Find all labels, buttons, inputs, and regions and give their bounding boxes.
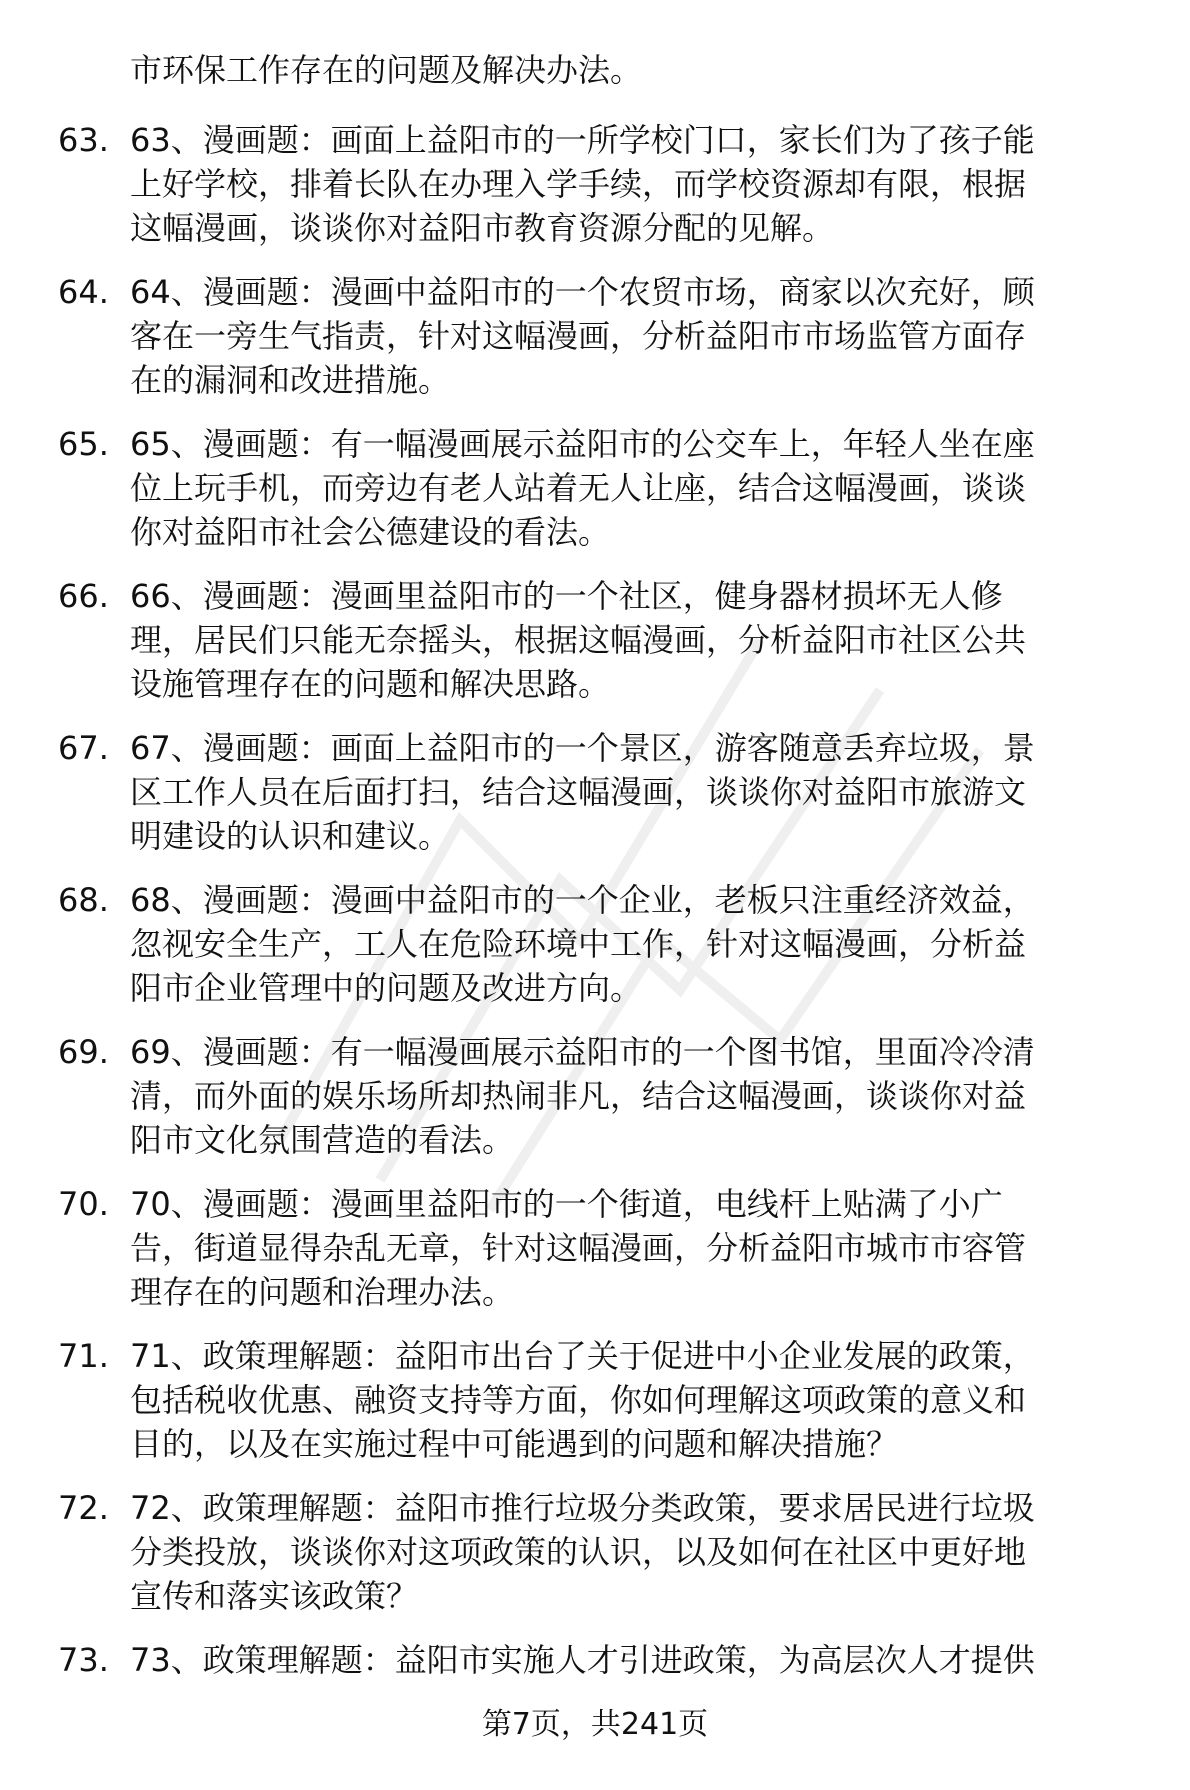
question-list bbox=[0, 118, 1190, 1790]
question-line: 位上玩手机，而旁边有老人站着无人让座，结合这幅漫画，谈谈 bbox=[130, 469, 1027, 507]
question-line: 上好学校，排着长队在办理入学手续，而学校资源却有限，根据 bbox=[130, 165, 1027, 203]
question-number: 72. bbox=[58, 1489, 109, 1527]
question-line: 68、漫画题：漫画中益阳市的一个企业，老板只注重经济效益， bbox=[130, 881, 1035, 919]
question-line: 客在一旁生气指责，针对这幅漫画，分析益阳市市场监管方面存 bbox=[130, 317, 1027, 355]
question-number: 70. bbox=[58, 1185, 109, 1223]
question-line: 区工作人员在后面打扫，结合这幅漫画，谈谈你对益阳市旅游文 bbox=[130, 773, 1027, 811]
question-number: 68. bbox=[58, 881, 109, 919]
question-line: 理存在的问题和治理办法。 bbox=[130, 1273, 515, 1311]
question-line: 清，而外面的娱乐场所却热闹非凡，结合这幅漫画，谈谈你对益 bbox=[130, 1077, 1027, 1115]
question-line: 63、漫画题：画面上益阳市的一所学校门口，家长们为了孩子能 bbox=[130, 121, 1035, 159]
question-line: 目的，以及在实施过程中可能遇到的问题和解决措施？ bbox=[130, 1425, 899, 1463]
question-text bbox=[130, 726, 1150, 858]
question-line: 理，居民们只能无奈摇头，根据这幅漫画，分析益阳市社区公共 bbox=[130, 621, 1027, 659]
question-line: 这幅漫画，谈谈你对益阳市教育资源分配的见解。 bbox=[130, 209, 835, 247]
question-line: 72、政策理解题：益阳市推行垃圾分类政策，要求居民进行垃圾 bbox=[130, 1489, 1035, 1527]
question-number: 71. bbox=[58, 1337, 109, 1375]
continuation-line: 市环保工作存在的问题及解决办法。 bbox=[130, 51, 643, 89]
question-number: 66. bbox=[58, 577, 109, 615]
question-line: 告，街道显得杂乱无章，针对这幅漫画，分析益阳市城市市容管 bbox=[130, 1229, 1027, 1267]
question-line: 阳市企业管理中的问题及改进方向。 bbox=[130, 969, 643, 1007]
question-line: 66、漫画题：漫画里益阳市的一个社区，健身器材损坏无人修 bbox=[130, 577, 1003, 615]
question-text bbox=[130, 1334, 1150, 1466]
question-text bbox=[130, 422, 1150, 554]
question-line: 64、漫画题：漫画中益阳市的一个农贸市场，商家以次充好，顾 bbox=[130, 273, 1035, 311]
question-number: 63. bbox=[58, 121, 109, 159]
question-line: 明建设的认识和建议。 bbox=[130, 817, 451, 855]
question-line: 你对益阳市社会公德建设的看法。 bbox=[130, 513, 611, 551]
question-text bbox=[130, 118, 1150, 250]
question-text bbox=[130, 1638, 1150, 1682]
question-line: 70、漫画题：漫画里益阳市的一个街道，电线杆上贴满了小广 bbox=[130, 1185, 1003, 1223]
question-number: 65. bbox=[58, 425, 109, 463]
question-line: 67、漫画题：画面上益阳市的一个景区，游客随意丢弃垃圾，景 bbox=[130, 729, 1035, 767]
question-line: 在的漏洞和改进措施。 bbox=[130, 361, 451, 399]
question-line: 宣传和落实该政策？ bbox=[130, 1577, 419, 1615]
question-item bbox=[0, 1486, 1190, 1638]
question-item bbox=[0, 1182, 1190, 1334]
question-number: 64. bbox=[58, 273, 109, 311]
question-line: 65、漫画题：有一幅漫画展示益阳市的公交车上，年轻人坐在座 bbox=[130, 425, 1035, 463]
question-item bbox=[0, 118, 1190, 270]
question-line: 71、政策理解题：益阳市出台了关于促进中小企业发展的政策， bbox=[130, 1337, 1035, 1375]
question-item bbox=[0, 1334, 1190, 1486]
question-text bbox=[130, 878, 1150, 1010]
question-text bbox=[130, 1030, 1150, 1162]
question-text bbox=[130, 1486, 1150, 1618]
question-line: 73、政策理解题：益阳市实施人才引进政策，为高层次人才提供 bbox=[130, 1641, 1035, 1679]
question-number: 69. bbox=[58, 1033, 109, 1071]
question-number: 67. bbox=[58, 729, 109, 767]
page-footer: 第7页，共241页 bbox=[481, 1707, 709, 1742]
question-item bbox=[0, 878, 1190, 1030]
question-item bbox=[0, 1030, 1190, 1182]
question-text bbox=[130, 1182, 1150, 1314]
question-text bbox=[130, 270, 1150, 402]
question-line: 包括税收优惠、融资支持等方面，你如何理解这项政策的意义和 bbox=[130, 1381, 1027, 1419]
question-number: 73. bbox=[58, 1641, 109, 1679]
question-item bbox=[0, 574, 1190, 726]
question-line: 设施管理存在的问题和解决思路。 bbox=[130, 665, 611, 703]
question-item bbox=[0, 726, 1190, 878]
question-line: 69、漫画题：有一幅漫画展示益阳市的一个图书馆，里面冷冷清 bbox=[130, 1033, 1035, 1071]
question-text bbox=[130, 574, 1150, 706]
question-line: 分类投放，谈谈你对这项政策的认识，以及如何在社区中更好地 bbox=[130, 1533, 1027, 1571]
question-line: 忽视安全生产，工人在危险环境中工作，针对这幅漫画，分析益 bbox=[130, 925, 1027, 963]
question-item bbox=[0, 422, 1190, 574]
question-line: 阳市文化氛围营造的看法。 bbox=[130, 1121, 515, 1159]
question-item bbox=[0, 270, 1190, 422]
